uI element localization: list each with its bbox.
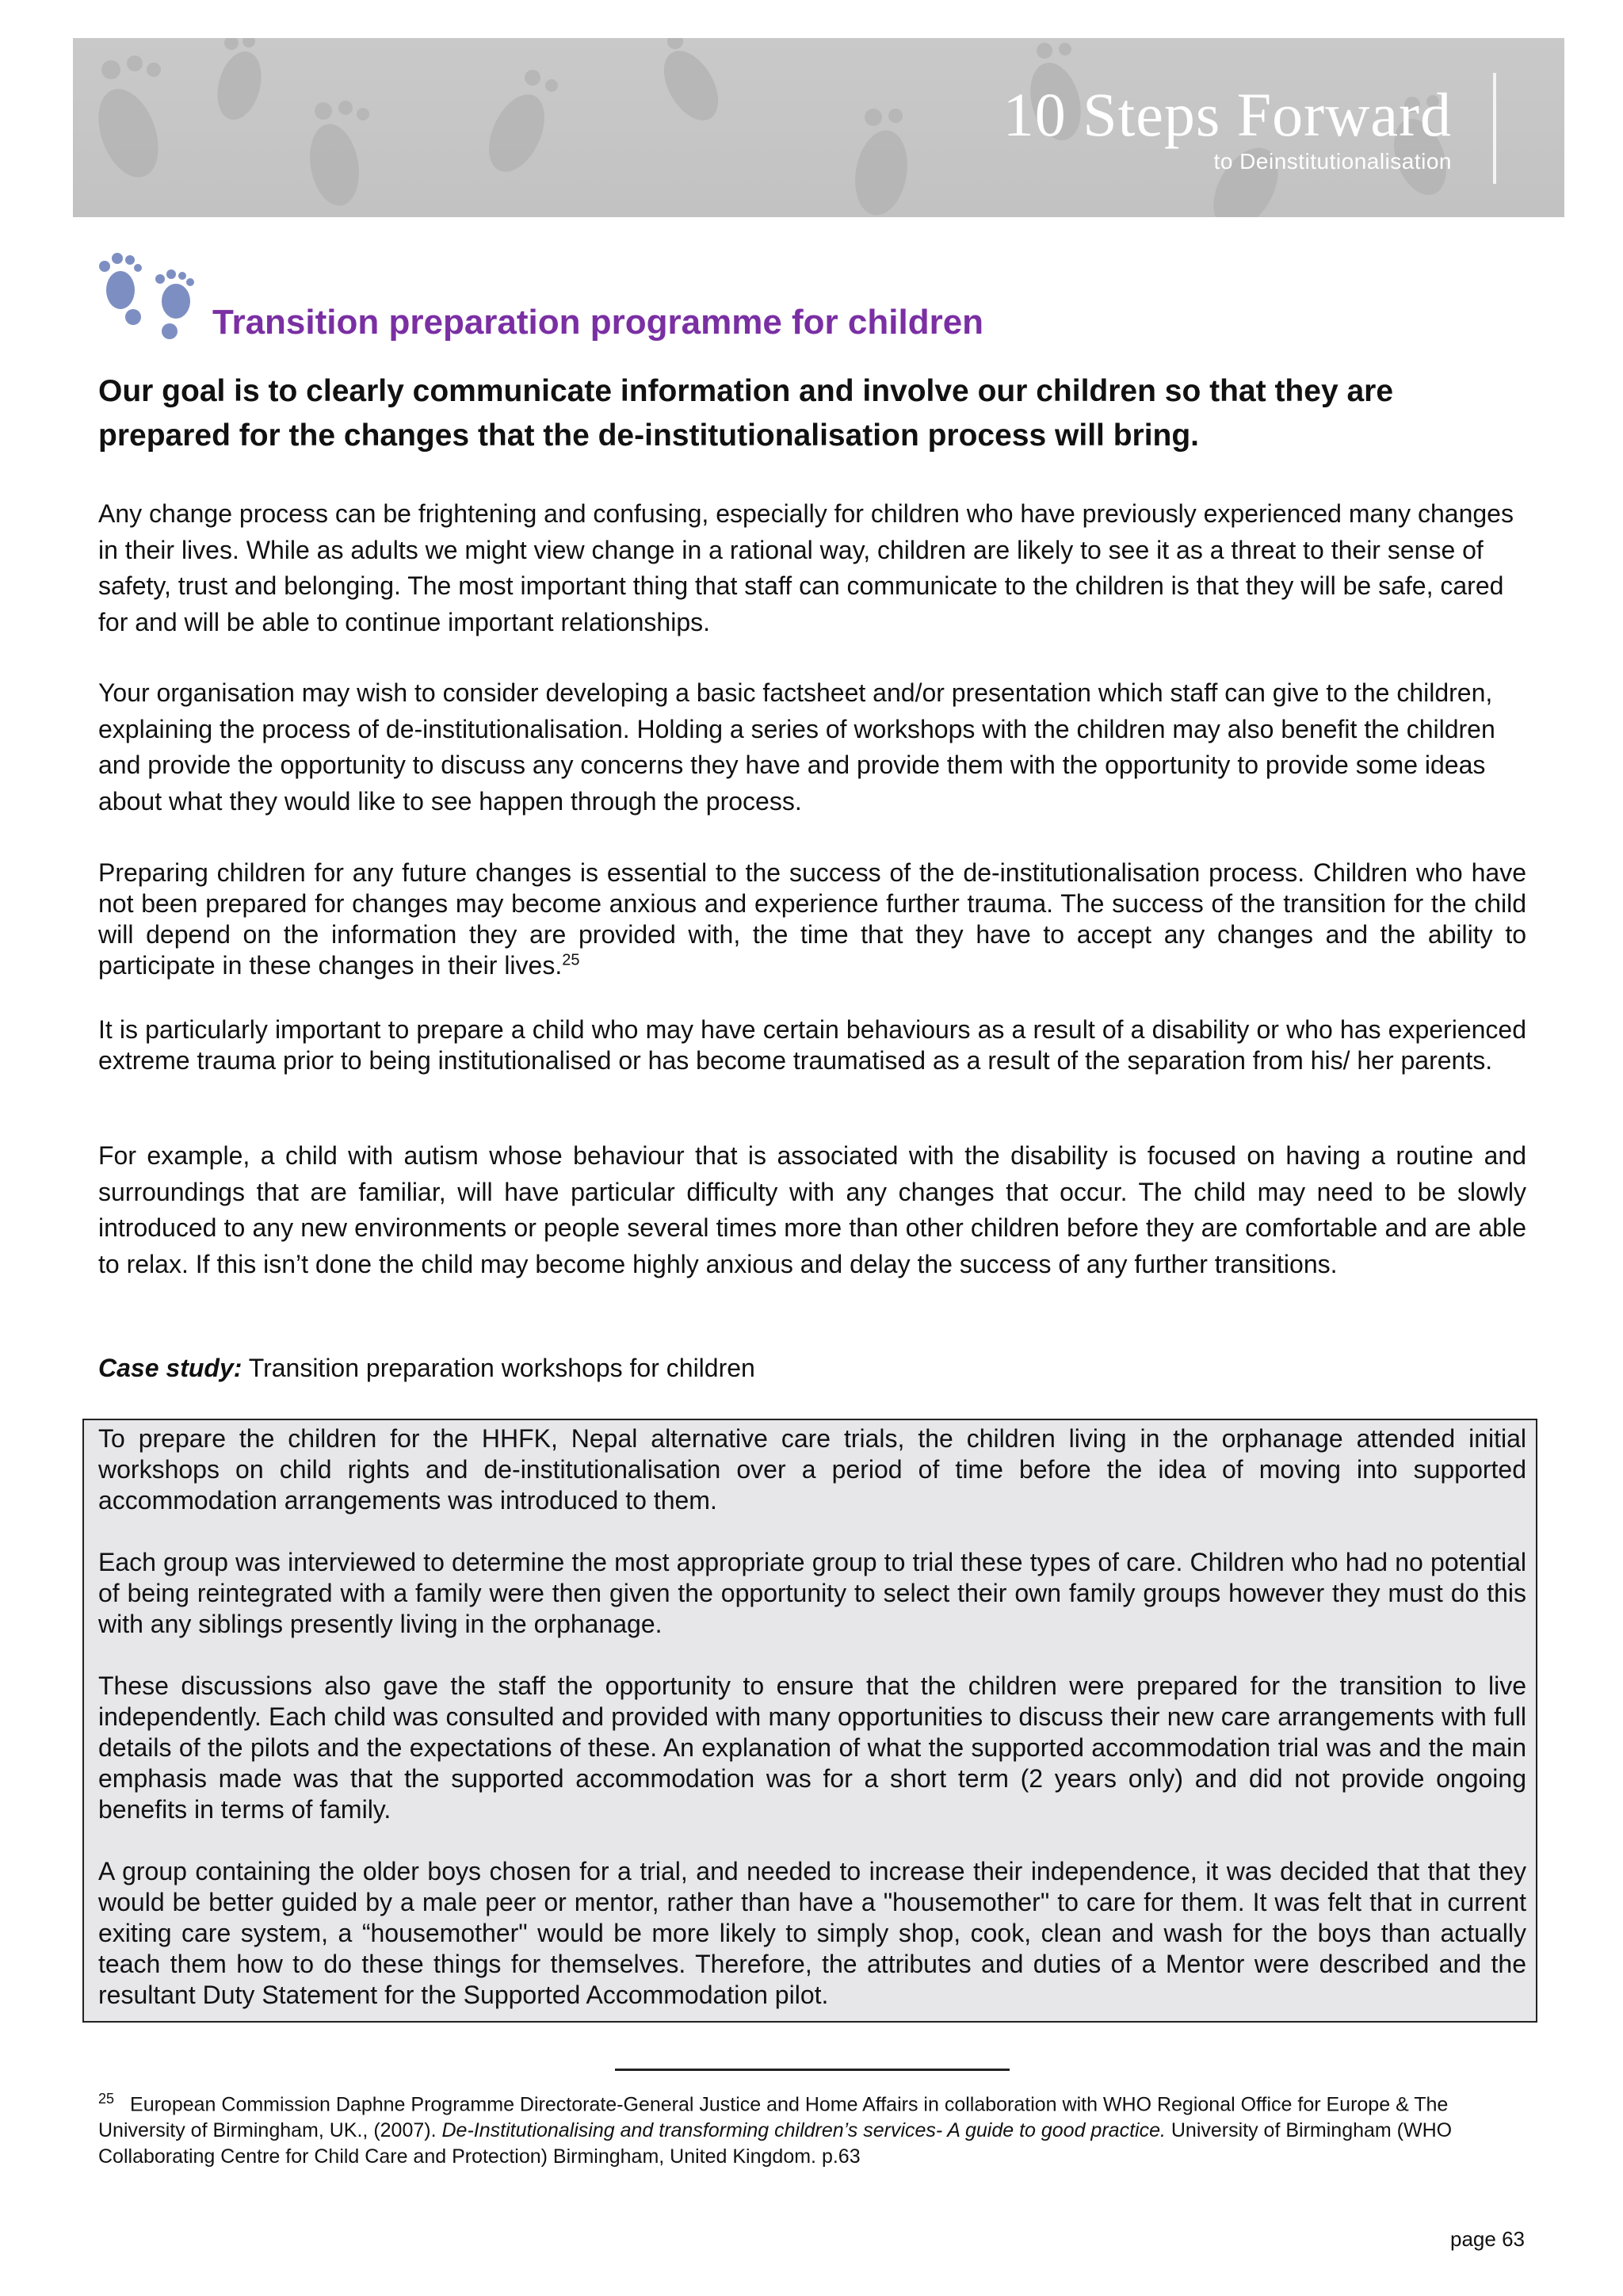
- paragraph-disability: It is particularly important to prepare a child who may have certain behaviours as a result of a disability or who has experienced extreme trauma prior to being institutionalised or has become traumatised as a result of the separation from his/ her parents.: [98, 1015, 1526, 1075]
- brand-divider: [1493, 73, 1496, 184]
- paragraph-preparing-children-text: Preparing children for any future changes is essential to the success of the de-institutionalisation process. Children who have not been prepared for changes may become anxious and experience further trauma. The success of the transition for the child will depend on the information they are provided with, the time that they have to accept any changes and the ability to participate in these changes in their lives.: [98, 858, 1526, 980]
- case-study-label: Case study:: [98, 1354, 242, 1382]
- footnote: [98, 2086, 1525, 2170]
- case-paragraph: To prepare the children for the HHFK, Nepal alternative care trials, the children living in the orphanage attended initial workshops on child rights and de-institutionalisation over a period of time before the idea of moving into supported accommodation arrangements was introduced to them.: [98, 1424, 1526, 1515]
- lead-statement: Our goal is to clearly communicate information and involve our children so that they are prepared for the changes that the de-institutionalisation process will bring.: [98, 374, 1394, 453]
- footnote-text-end: University of Birmingham (WHO Collaborating Centre for Child Care and Protection) Birmingham, United Kingdom. p.63: [98, 2119, 1453, 2168]
- footnote-reference[interactable]: 25: [562, 951, 580, 969]
- case-study-box: [82, 1419, 1537, 2023]
- paragraph-preparing-children: [98, 858, 1526, 981]
- footnote-title: De-Institutionalising and transforming children’s services- A guide to good practice.: [441, 2119, 1166, 2142]
- case-study-heading: [98, 1354, 755, 1383]
- footprints-icon: [94, 252, 204, 347]
- case-paragraph: A group containing the older boys chosen for a trial, and needed to increase their independence, it was decided that that they would be better guided by a male peer or mentor, rather than have a "housemother" to care for them. It was felt that in current exiting care system, a “housemother" would be more likely to simply shop, cook, clean and wash for the boys than actually teach them how to do these things for themselves. Therefore, the attributes and duties of a Mentor were described and the resultant Duty Statement for the Supported Accommodation pilot.: [98, 1857, 1526, 2009]
- case-study-title: Transition preparation workshops for children: [242, 1354, 755, 1382]
- case-paragraph: Each group was interviewed to determine the most appropriate group to trial these types of care. Children who had no potential of being reintegrated with a family were then given the opportunity to select their own family groups however they must do this with any siblings presently living in the orphanage.: [98, 1548, 1526, 1638]
- footnote-number: 25: [98, 2091, 115, 2107]
- brand-subtitle: to Deinstitutionalisation: [1213, 149, 1452, 174]
- page-number: page 63: [1450, 2227, 1525, 2251]
- paragraph-change-process: Any change process can be frightening and confusing, especially for children who have previously experienced many changes in their lives. While as adults we might view change in a rational way, children are likely to see it as a threat to their sense of safety, trust and belonging. The most important thing that staff can communicate to the children is that they will be safe, cared for and will be able to continue important relationships.: [98, 499, 1514, 636]
- paragraph-factsheet: Your organisation may wish to consider developing a basic factsheet and/or presentation which staff can give to the children, explaining the process of de-institutionalisation. Holding a series of workshops with the children may also benefit the children and provide the opportunity to discuss any concerns they have and provide them with the opportunity to provide some ideas about what they would like to see happen through the process.: [98, 678, 1495, 816]
- header-banner: [73, 38, 1564, 217]
- brand-title: 10 Steps Forward: [1002, 80, 1452, 149]
- section-title: Transition preparation programme for children: [212, 303, 984, 342]
- paragraph-autism-example: For example, a child with autism whose behaviour that is associated with the disability is focused on having a routine and surroundings that are familiar, will have particular difficulty with any changes that occur. The child may need to be slowly introduced to any new environments or people several times more than other children before they are comfortable and are able to relax. If this isn’t done the child may become highly anxious and delay the success of any further transitions.: [98, 1141, 1526, 1278]
- case-paragraph: These discussions also gave the staff the opportunity to ensure that the children were prepared for the transition to live independently. Each child was consulted and provided with many opportunities to discuss their new care arrangements with full details of the pilots and the expectations of these. An explanation of what the supported accommodation trial was and the main emphasis made was that the supported accommodation was for a short term (2 years only) and did not provide ongoing benefits in terms of family.: [98, 1671, 1526, 1824]
- footnote-text: European Commission Daphne Programme Directorate-General Justice and Home Affairs in collaboration with WHO Regional Office for Europe & The University of Birmingham, UK., (2007).: [98, 2093, 1449, 2142]
- footnote-divider: [615, 2069, 1010, 2071]
